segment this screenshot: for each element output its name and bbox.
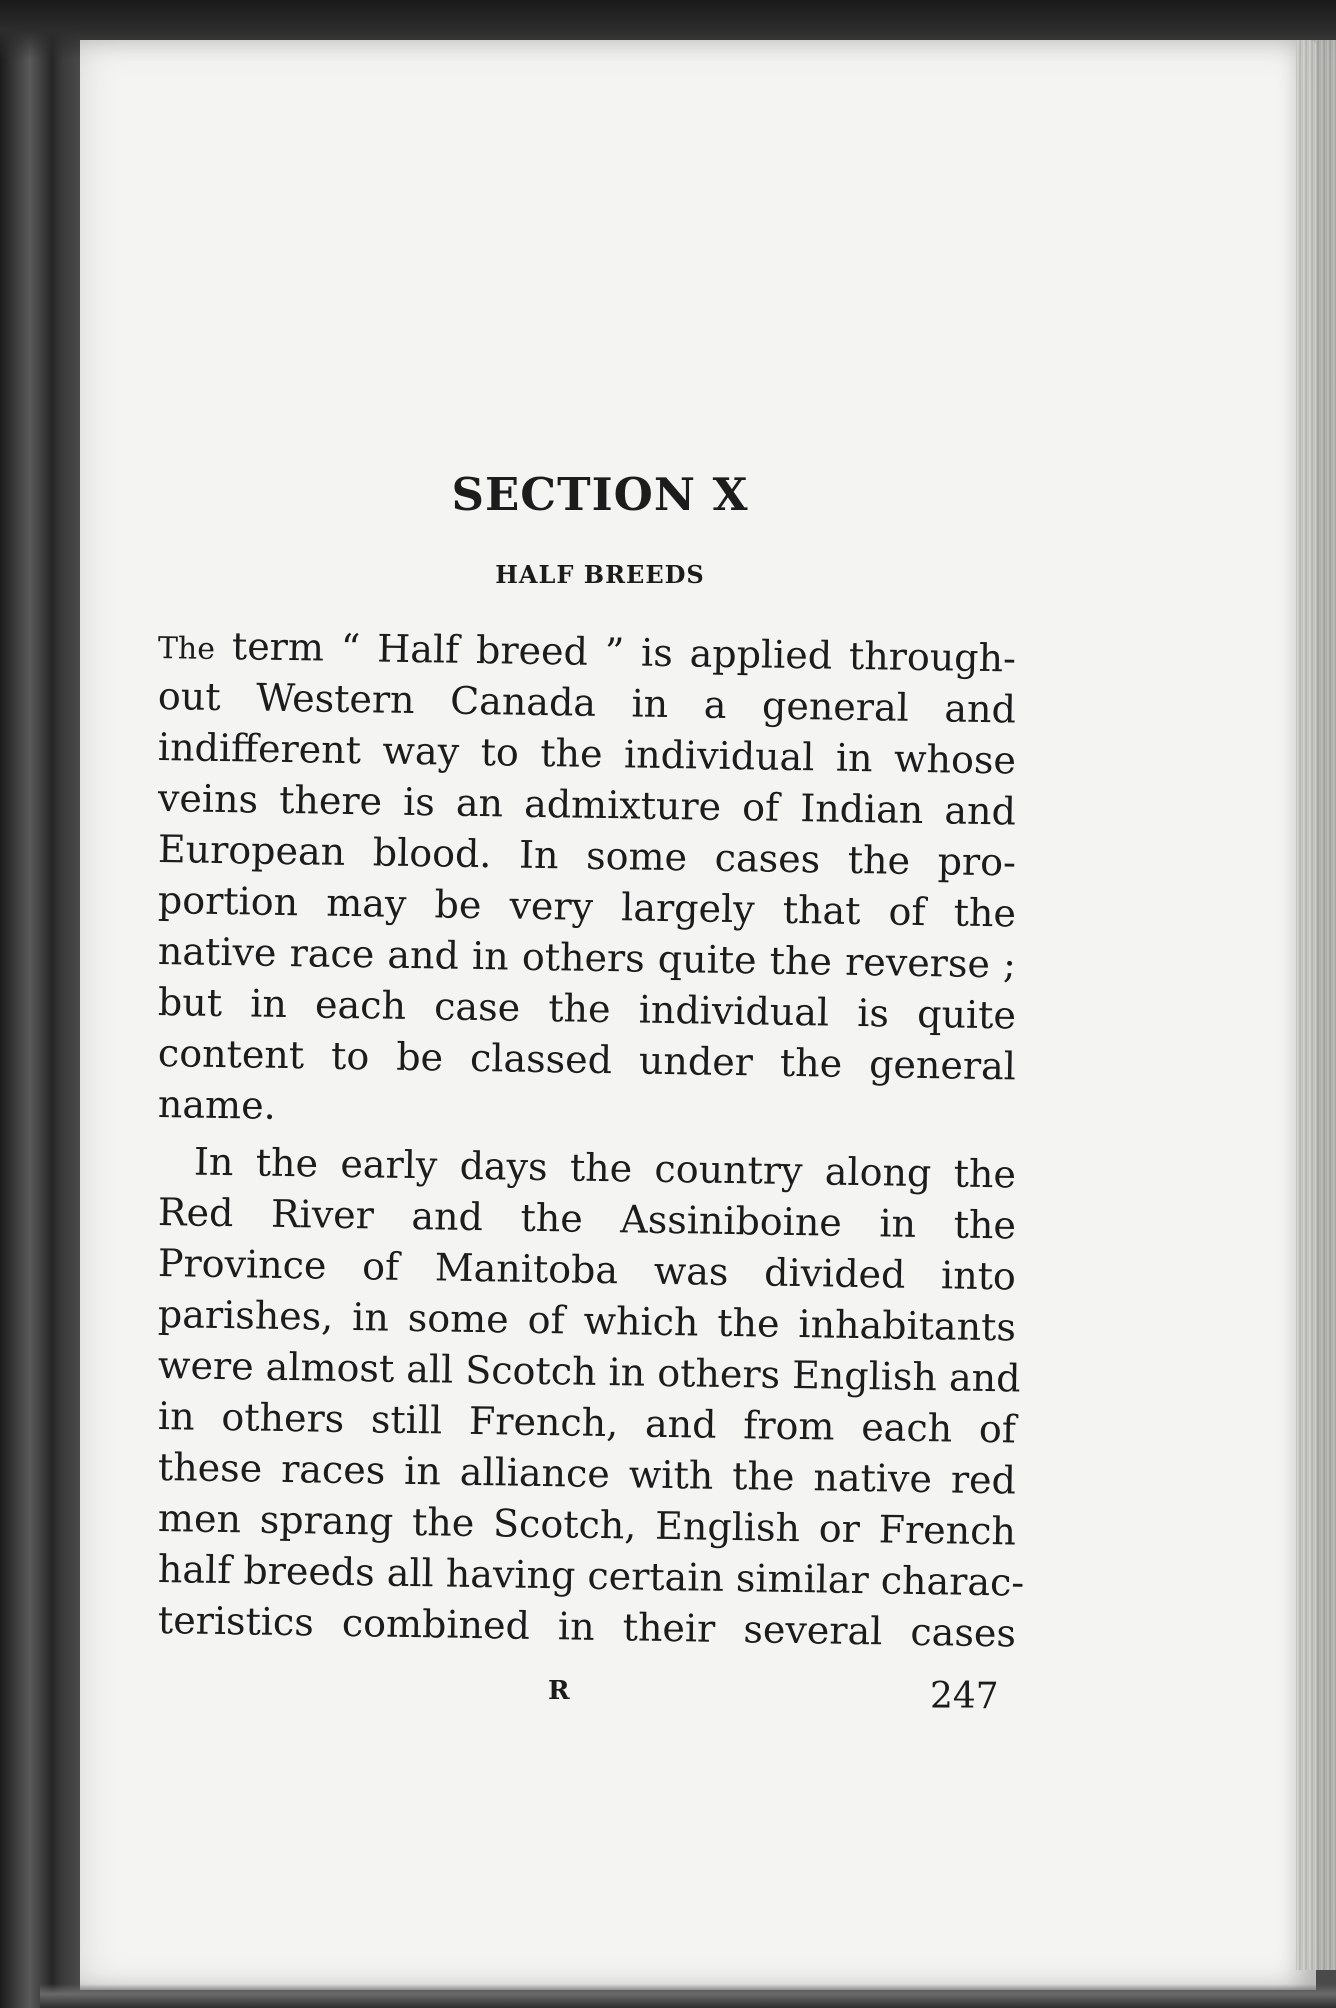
page-stack-edge — [1296, 40, 1336, 1970]
text-line: indifferent way to the individual in whose — [157, 725, 1017, 783]
paragraph-1 — [158, 620, 1016, 1130]
text-line: were almost all Scotch in others English and — [157, 1343, 1021, 1401]
text-line: teristics combined in their several cases — [157, 1598, 1017, 1656]
text-line: The term “ Half breed ” is applied through- — [157, 623, 1017, 681]
text-line: name. — [157, 1082, 277, 1128]
text-line: Province of Manitoba was divided into — [157, 1241, 1017, 1299]
text-line: men sprang the Scotch, English or French — [157, 1496, 1017, 1554]
signature-mark: R — [548, 1676, 570, 1706]
text-line: content to be classed under the general — [157, 1031, 1017, 1089]
text-line: these races in alliance with the native red — [157, 1445, 1017, 1503]
text-line: in others still French, and from each of — [157, 1394, 1017, 1452]
text-line: portion may be very largely that of the — [157, 878, 1017, 936]
text-line: parishes, in some of which the inhabitants — [157, 1292, 1017, 1350]
text-line: out Western Canada in a general and — [157, 674, 1017, 732]
drop-smallcaps-word: The — [157, 631, 216, 667]
section-title: SECTION X — [451, 468, 749, 521]
text-line: In the early days the country along the — [193, 1139, 1017, 1197]
section-subtitle: HALF BREEDS — [495, 560, 705, 589]
paragraph-2 — [157, 1136, 1025, 1656]
scan-bottom-edge — [40, 1984, 1336, 2008]
text-line: Red River and the Assiniboine in the — [157, 1190, 1017, 1248]
page-number: 247 — [930, 1676, 999, 1717]
text-line: but in each case the individual is quite — [157, 980, 1017, 1038]
text-line: European blood. In some cases the pro- — [157, 827, 1017, 885]
text-line: native race and in others quite the reverse ; — [157, 929, 1017, 987]
text-line: veins there is an admixture of Indian and — [157, 776, 1017, 834]
text-line: half breeds all having certain similar charac- — [157, 1547, 1025, 1605]
